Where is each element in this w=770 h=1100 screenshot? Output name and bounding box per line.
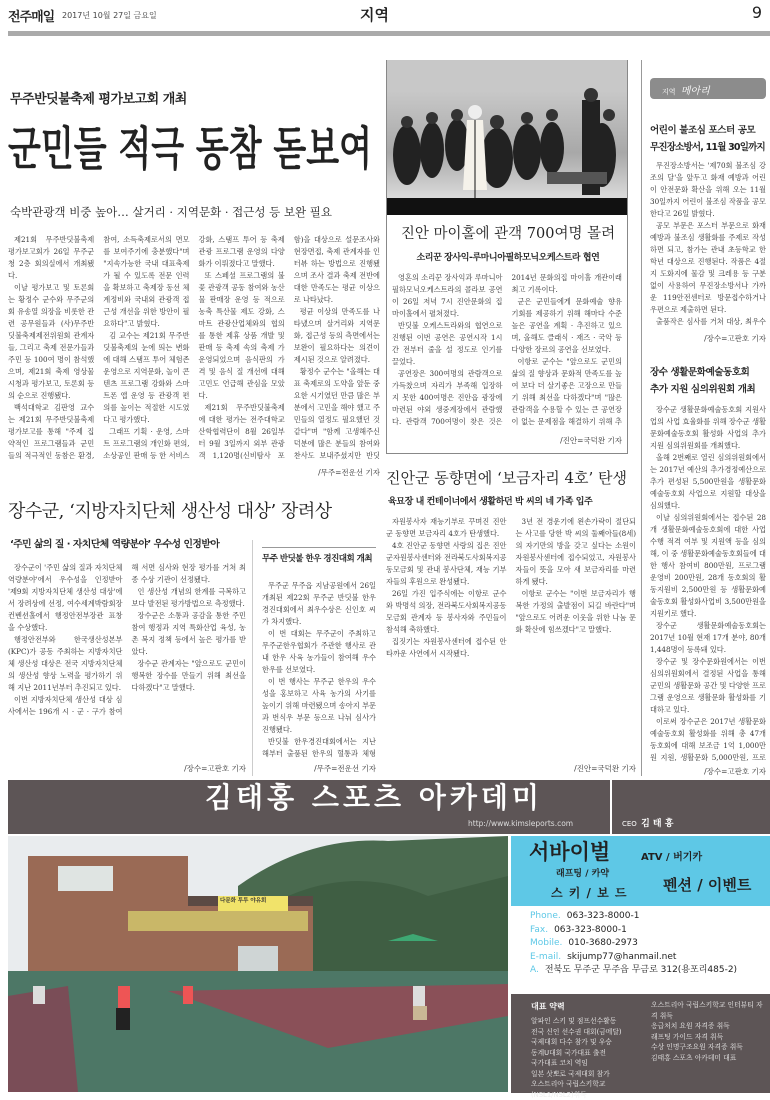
paragraph: 이 번 대회는 무주군이 주최하고 무주군한우협회가 주관한 행사로 관내 한우 사육 농가들이 참여해 우수 한우를 선보였다. [262,629,376,674]
arts-club-headline-line2: 추가 지원 심의위원회 개최 [650,384,756,395]
ad-career-panel [511,994,770,1099]
contact-label: E-mail. [530,951,562,962]
hanwoo-top-rule [262,547,376,548]
paragraph: 이날 심의위원회에서는 접수된 28개 생활문화예술동호회에 대한 사업 수행 적격 여부 및 지원액 등을 심의해, 이 중 생활문화예술동호회들에 대한 행사 참여비 800만원, 프로그램 운영비 200만원, 28개 동호회의 활동지원비 2,500만원 등 생활문화예술동호회 활성화사업비 3,500만원을 지원키로 했다. [650,513,766,618]
career-item: 오스트리아 국립스키학교 인터뷰티 자격 취득 [651,1001,763,1020]
hanwoo-credit: /무주=전운선 기자 [314,764,376,773]
photo-article-headline: 진안 마이홀에 관객 700여명 몰려 [400,226,616,242]
arts-club-headline [650,364,770,398]
issue-date: 2017년 10월 27일 금요일 [62,11,157,20]
ad-rafting: 래프팅 / 카약 [556,869,610,879]
career-list-left [531,1016,647,1100]
shelter-article-body [386,516,636,756]
paragraph: 이 번 행사는 무주군 한우의 우수성을 홍보하고 사육 농가의 사기를 높이기 위해 마련됐으며 송아지 부문과 번식우 부문 등으로 나눠 심사가 진행됐다. [262,677,376,734]
contact-label: Mobile. [530,938,563,948]
paragraph: 공연장은 300여명의 관람객으로 가득찼으며 자리가 부족해 입장하지 못한 400여명은 진안읍 광장에 마련된 야외 생중계장에서 관람했다. 관람객 700여명이 찾은 것은 2014년 문화의집 마이홀 개관이래 최고 기록이다. [392,273,622,426]
career-item: 응급처치 요원 자격증 취득 [651,1022,730,1030]
arts-club-body [650,404,766,764]
contact-label: A. [530,965,539,975]
shelter-credit: /진안=국덕완 기자 [574,764,636,773]
page-number: 9 [751,3,762,22]
arts-club-credit: /장수=고판호 기자 [704,767,766,776]
contact-value: 010-3680-2973 [568,938,638,948]
paragraph: 장수군 생활문화예술동호회는 2017년 10월 현재 17개 분야, 80개 1,448명이 등록돼 있다. [650,621,766,654]
career-item: 일본 삿뽀로 국제대회 참가 [531,1069,610,1078]
ad-divider [610,780,612,834]
paragraph: 장수군 관계자는 "앞으로도 군민이 행복한 장수를 만들기 위해 최선을 다하겠다"고 말했다. [131,659,246,692]
paragraph: 제21회 무주반딧불축제에 대한 평가는 전주대학교 산학협력단이 8월 26일부터 9월 3일까지 외부 관광객 1,120명(신비탐사 포함)을 대상으로 설문조사와 현장면접, 축제 관계자를 인터뷰 하는 방법으로 진행됐으며 조사 결과 축제 전반에 대한 만족도는 평균 이상으로 나타났다. [198,235,380,460]
photo-banner-text: 다문화 투투 야유회 [220,898,267,904]
career-item: 전국 신인 선수권 대회(금메달) [531,1027,622,1036]
career-item: 국가대표 코치 역임 [531,1059,588,1067]
paragraph: 인 생산성 개념의 한계를 극복하고 보다 발전된 평가방법으로 측정했다. [131,587,246,608]
section-title: 지역 [360,6,389,24]
academy-photo [8,836,508,1092]
ad-contacts [530,910,768,978]
masthead: 전주매일 [8,10,55,25]
paragraph: 무진장소방서는 '제70회 불조심 강조의 달'을 앞두고 화재 예방과 어린이 안전문화 확산을 위해 오는 11월 30일까지 어린이 불조심 작품을 공모한다고 26일 밝혔다. [650,161,766,218]
paragraph: 장수군 생활문화예술동호회 지원사업의 사업 효율화를 위해 장수군 생활문화예술동호회 활성화 사업의 추가 지원 심의위원회를 개최했다. [650,405,766,450]
ceo-name: 김 태 홍 [641,819,674,829]
award-subhead: ‘주민 삶의 질 · 자치단체 역량분야’ 우수성 인정받아 [10,539,220,550]
paragraph: 이번 지방자치단체 생산성 대상 심사에서는 196개 시 · 군 · 구가 참여해 서면 심사와 현장 평가를 거쳐 최종 수상 기관이 선정됐다. [8,563,246,716]
paragraph: 그래프 기획 · 운영, 스마트 프로그램의 개인화 편의, 소상공인 판매 등 한 서비스 강화, 스탬프 투어 등 축제 관광 프로그램 운영의 다양화가 이뤄졌다고 말했다. [103,235,285,460]
paragraph: 백석대학교 김판영 교수는 제21회 무주반딧불축제 평가보고를 통해 "주제 집약적인 프로그램들과 군민들의 적극적인 동참은 환경, 참여, 소득축제로서의 면모를 보여주기에 충분했다"며 "지속가능한 국내 대표축제가 될 수 있도록 전문 인력을 확보하고 축제장 동선 체계정비와 국내외 관광객 접근성 개선을 위한 방안이 필요하다"고 밝혔다. [8,235,190,460]
column-divider [252,540,253,776]
paragraph: 영혼의 소리꾼 장사익과 루마니아필하모닉오케스트라의 콜라보 공연이 26일 저녁 7시 진안문화의 집 마이홀에서 펼쳐졌다. [392,273,503,318]
paragraph: 반딧불 오케스트라와의 협연으로 진행된 이번 공연은 공연시작 1시간 전부터 줄을 설 정도로 인기를 끌었다. [392,321,503,366]
hanwoo-headline: 무주 반딧불 한우 경진대회 개최 [262,554,373,564]
fire-poster-headline-line1: 어린이 불조심 포스터 공모 [650,125,756,136]
photo-article-credit: /진안=국덕완 기자 [560,436,622,445]
paragraph: 행정안전부와 한국생산성본부(KPC)가 공동 주최하는 지방자치단체 생산성 대상은 전국 지방자치단체의 생산성 향상 노력을 평가하기 위해 지난 2011년부터 추진되고 있다. [8,635,123,692]
fire-poster-credit: /장수=고판호 기자 [704,334,766,343]
paragraph: 김 교수는 제21회 무주반딧불축제의 눈에 띄는 변화에 대해 스탬프 투어 체험존 운영으로 지역문화, 놀이 콘텐츠 프로그램 강화와 스마트폰 앱 운영 등 관광객 편의를 높이는 적절한 시도였다고 평가했다. [103,331,190,424]
echo-banner-title: 메아리 [680,86,710,97]
top-article-body [8,234,380,462]
paragraph: 이항로 군수는 "이번 보금자리가 행복한 가정의 출발점이 되길 바란다"며 "앞으로도 어려운 이웃을 위한 나눔 문화 확산에 힘쓰겠다"고 말했다. [515,589,636,634]
contact-row [530,924,768,938]
contact-value: 063-323-8000-1 [554,924,627,935]
paragraph: 장수군은 소통과 공감을 통한 주민참여 행정과 지역 특화산업 육성, 농촌 복지 정책 등에서 높은 평가를 받았다. [131,611,246,656]
photo-article-subhead: 소리꾼 장사익-루마니아필하모닉오케스트라 협연 [416,253,600,263]
paragraph: 무주군 무주읍 지남공원에서 26일 개최된 제22회 무주군 반딧불 한우경진대회에서 최우수상은 신인호 씨가 차지했다. [262,581,376,626]
fire-poster-body [650,160,766,328]
paragraph: 26일 가진 입주식에는 이항로 군수와 박명석 의장, 전라북도사회복지공동모금회 관계자 등 봉사자와 주민들이 참석해 축하했다. [386,589,507,634]
career-item: 국제대회 다수 참가 및 우승 [531,1038,612,1046]
paragraph: 반딧불 한우경진대회에서는 지난해부터 출품된 한우의 혈통과 체형 [262,737,376,758]
paragraph: 군은 군민들에게 문화예술 향유 기회를 제공하기 위해 해마다 수준 높은 공연을 계획 · 추진하고 있으며, 올해도 클래식 · 재즈 · 국악 등 다양한 장르의 공연을 선보였다. [511,297,622,354]
top-subhead: 숙박관광객 비중 높아… 살거리 · 지역문화 · 접근성 등 보완 필요 [10,205,332,219]
echo-banner [650,78,766,99]
ceo-label: CEO [622,820,637,828]
paragraph: 공모 부문은 포스터 부문으로 화재 예방과 불조심 생활화를 주제로 작성하면 되고, 참가는 관내 초등학교 한 학년 대상으로 진행된다. 작품은 4절지 도화지에 물감 및 크레용 등 구분 없이 사용하여 무진장소방서나 가까운 119안전센터로 방문접수하거나 우편으로 제출하면 된다. [650,221,766,314]
top-kicker: 무주반딧불축제 평가보고회 개최 [10,92,187,107]
concert-photo [387,60,627,215]
paragraph: 이날 평가보고 및 토론회는 황정수 군수와 무주군의회 유송열 의장을 비롯한 관련 공무원들과 (사)무주반딧불축제제전위원회 관계자들, 그리고 축제 전문가들과 주민 등 100여 명이 참석했으며, 제21회 축제 영상물 시청과 평가보고, 토론회 등의 순으로 진행됐다. [8,283,95,400]
echo-banner-prefix: 지역 [662,88,676,96]
top-headline: 군민들 적극 동참 돋보여 [8,122,372,177]
contact-value: 전북도 무주군 무주읍 무금로 312(용포리485-2) [544,965,738,975]
arts-club-headline-line1: 장수 생활문화예술동호회 [650,367,750,378]
ad-pension: 펜션 / 이벤트 [663,876,752,894]
photo-article-body [392,272,622,428]
paragraph: 4호 진안군 동향면 사랑의 집은 진안군자원봉사센터와 전라북도사회복지공동모금회 및 관내 봉사단체, 재능 기부자들의 후원으로 완성됐다. [386,541,507,586]
contact-value: skijump77@hanmail.net [567,951,677,962]
ad-survival: 서바이벌 [529,840,611,864]
ad-ceo [622,816,673,829]
contact-row [530,937,768,951]
award-headline: 장수군, ‘지방자치단체 생산성 대상’ 장려상 [8,501,332,522]
paragraph: 이로써 장수군은 2017년 생활문화예술동호회 활성화를 위해 총 47개 동호회에 대해 보조금 1억 1,000만원 지원, 생활문화 5,000만원, 프로 [650,717,766,762]
career-item: 김태홍 스포츠 아카데미 대표 [651,1053,737,1062]
ad-url[interactable]: http://www.kimsleports.com [468,819,574,828]
paragraph: 또 스페셜 프로그램의 불꽃 관광객 공동 참여와 농산물 판매장 운영 등 적으로 농축 특산물 제도 강화, 스마트 관광산업체와의 협의를 통한 제휴 상품 개발 및 판매 등 축제 속의 축제 가 운영되었으며 음식판의 가격 및 음식 질 개선에 대해 고민도 언급해 관심을 모았다. [198,271,285,400]
paragraph: 제21회 무주반딧불축제 평가보고회가 26일 무주군청 2층 회의실에서 개최됐다. [8,235,95,280]
ad-ski: 스 키 / 보 드 [551,886,628,900]
contact-label: Fax. [530,924,549,935]
header-rule [8,31,770,36]
contact-value: 063-323-8000-1 [566,911,640,921]
contact-row [530,910,768,924]
top-credit: /무주=전운선 기자 [318,468,380,477]
paragraph: 평균 이상의 만족도를 나타냈으며 살거리와 지역문화, 접근성 등의 측면에서는 보완이 필요하다는 의견이 제시된 것으로 알려졌다. [293,307,380,364]
shelter-subhead: 육묘장 내 컨테이너에서 생활하던 박 씨의 네 가족 입주 [388,497,593,507]
paragraph: 3년 전 경운기에 왼손가락이 절단되는 사고를 당한 박 씨의 둘째아들(8세)의 자기만의 방을 갖고 싶다는 소원이 자원봉사센터에 접수되었고, 자원봉사자들이 뜻을 모아 새 보금자리를 마련하게 됐다. [515,517,636,586]
career-item: 오스트리아 국립스키학교 (NSL1/NSL2)취득 [531,1080,606,1099]
career-item: 수상 인명구조요원 자격증 취득 [651,1043,743,1051]
paragraph: 올해 2번째로 열린 심의위원회에서는 2017년 예산의 추가경정예산으로 추가 편성된 5,500만원을 생활문화예술동호회 사업으로 지원할 대상을 심의했다. [650,453,766,510]
shelter-headline: 진안군 동향면에 ‘보금자리 4호’ 탄생 [386,469,628,487]
paragraph: 장수군 및 장수문화원에서는 이번 심의위원회에서 결정된 사업을 통해 군민의 생활문화 공간 및 다양한 프로그램 운영으로 생활문화 활성화를 기대하고 있다. [650,657,766,714]
fire-poster-headline [650,122,770,156]
column-divider [641,60,642,776]
career-item: 동계U대회 국가대표 출전 [531,1048,606,1057]
paragraph: 집짓기는 자원봉사센터에 접수된 안타까운 사연에서 시작됐다. [386,637,507,658]
contact-row [530,964,768,978]
career-title: 대표 약력 [531,1002,565,1011]
ad-atv: ATV / 버기카 [641,852,703,863]
contact-label: Phone. [530,911,561,921]
paragraph: 이항로 군수는 "앞으로도 군민의 삶의 질 향상과 문화적 만족도를 높여 보다 더 살기좋은 고장으로 만들기 위해 최선을 다하겠다"며 "많은 관람객을 수용할 수 있는 큰 공연장이 없는 문제점을 해결하기 위해 추 [511,357,622,426]
ad-activities-panel [511,836,770,906]
paragraph: 황정수 군수는 "올해는 대표 축제로의 도약을 앞둔 중요한 시기였던 만큼 많은 부분에서 고민을 해야 했고 주민들의 열정도 필요했던 것 같다"며 "함께 고생해주신 덕분에 많은 분들의 참여와 찬사도 보내주셨지만 반딧 [293,367,380,460]
paragraph: 장수군이 '주민 삶의 질과 자치단체 역량분야'에서 우수성을 인정받아 '제9회 지방자치단체 생산성 대상'에서 장려상에 선정, 여수세계박람회장 컨벤션홀에서 행정안전부장관 표창을 수상했다. [8,563,123,632]
ad-title: 김태홍 스포츠 아카데미 [205,781,543,814]
award-article-body [8,562,246,754]
award-credit: /장수=고판호 기자 [184,764,246,773]
career-list-right [651,1000,767,1063]
fire-poster-headline-line2: 무진장소방서, 11월 30일까지 [650,142,765,153]
career-item: 알파인 스키 및 점프선수활동 [531,1017,617,1025]
paragraph: 출품작은 심사를 거쳐 대상, 최우수 [656,317,766,326]
paragraph: 자원봉사자 재능기부로 꾸며진 진안군 동향면 보금자리 4호가 탄생했다. [386,517,507,538]
contact-row [530,951,768,965]
hanwoo-article-body [262,580,376,760]
career-item: 래프팅 가이드 자격 취득 [651,1032,724,1041]
